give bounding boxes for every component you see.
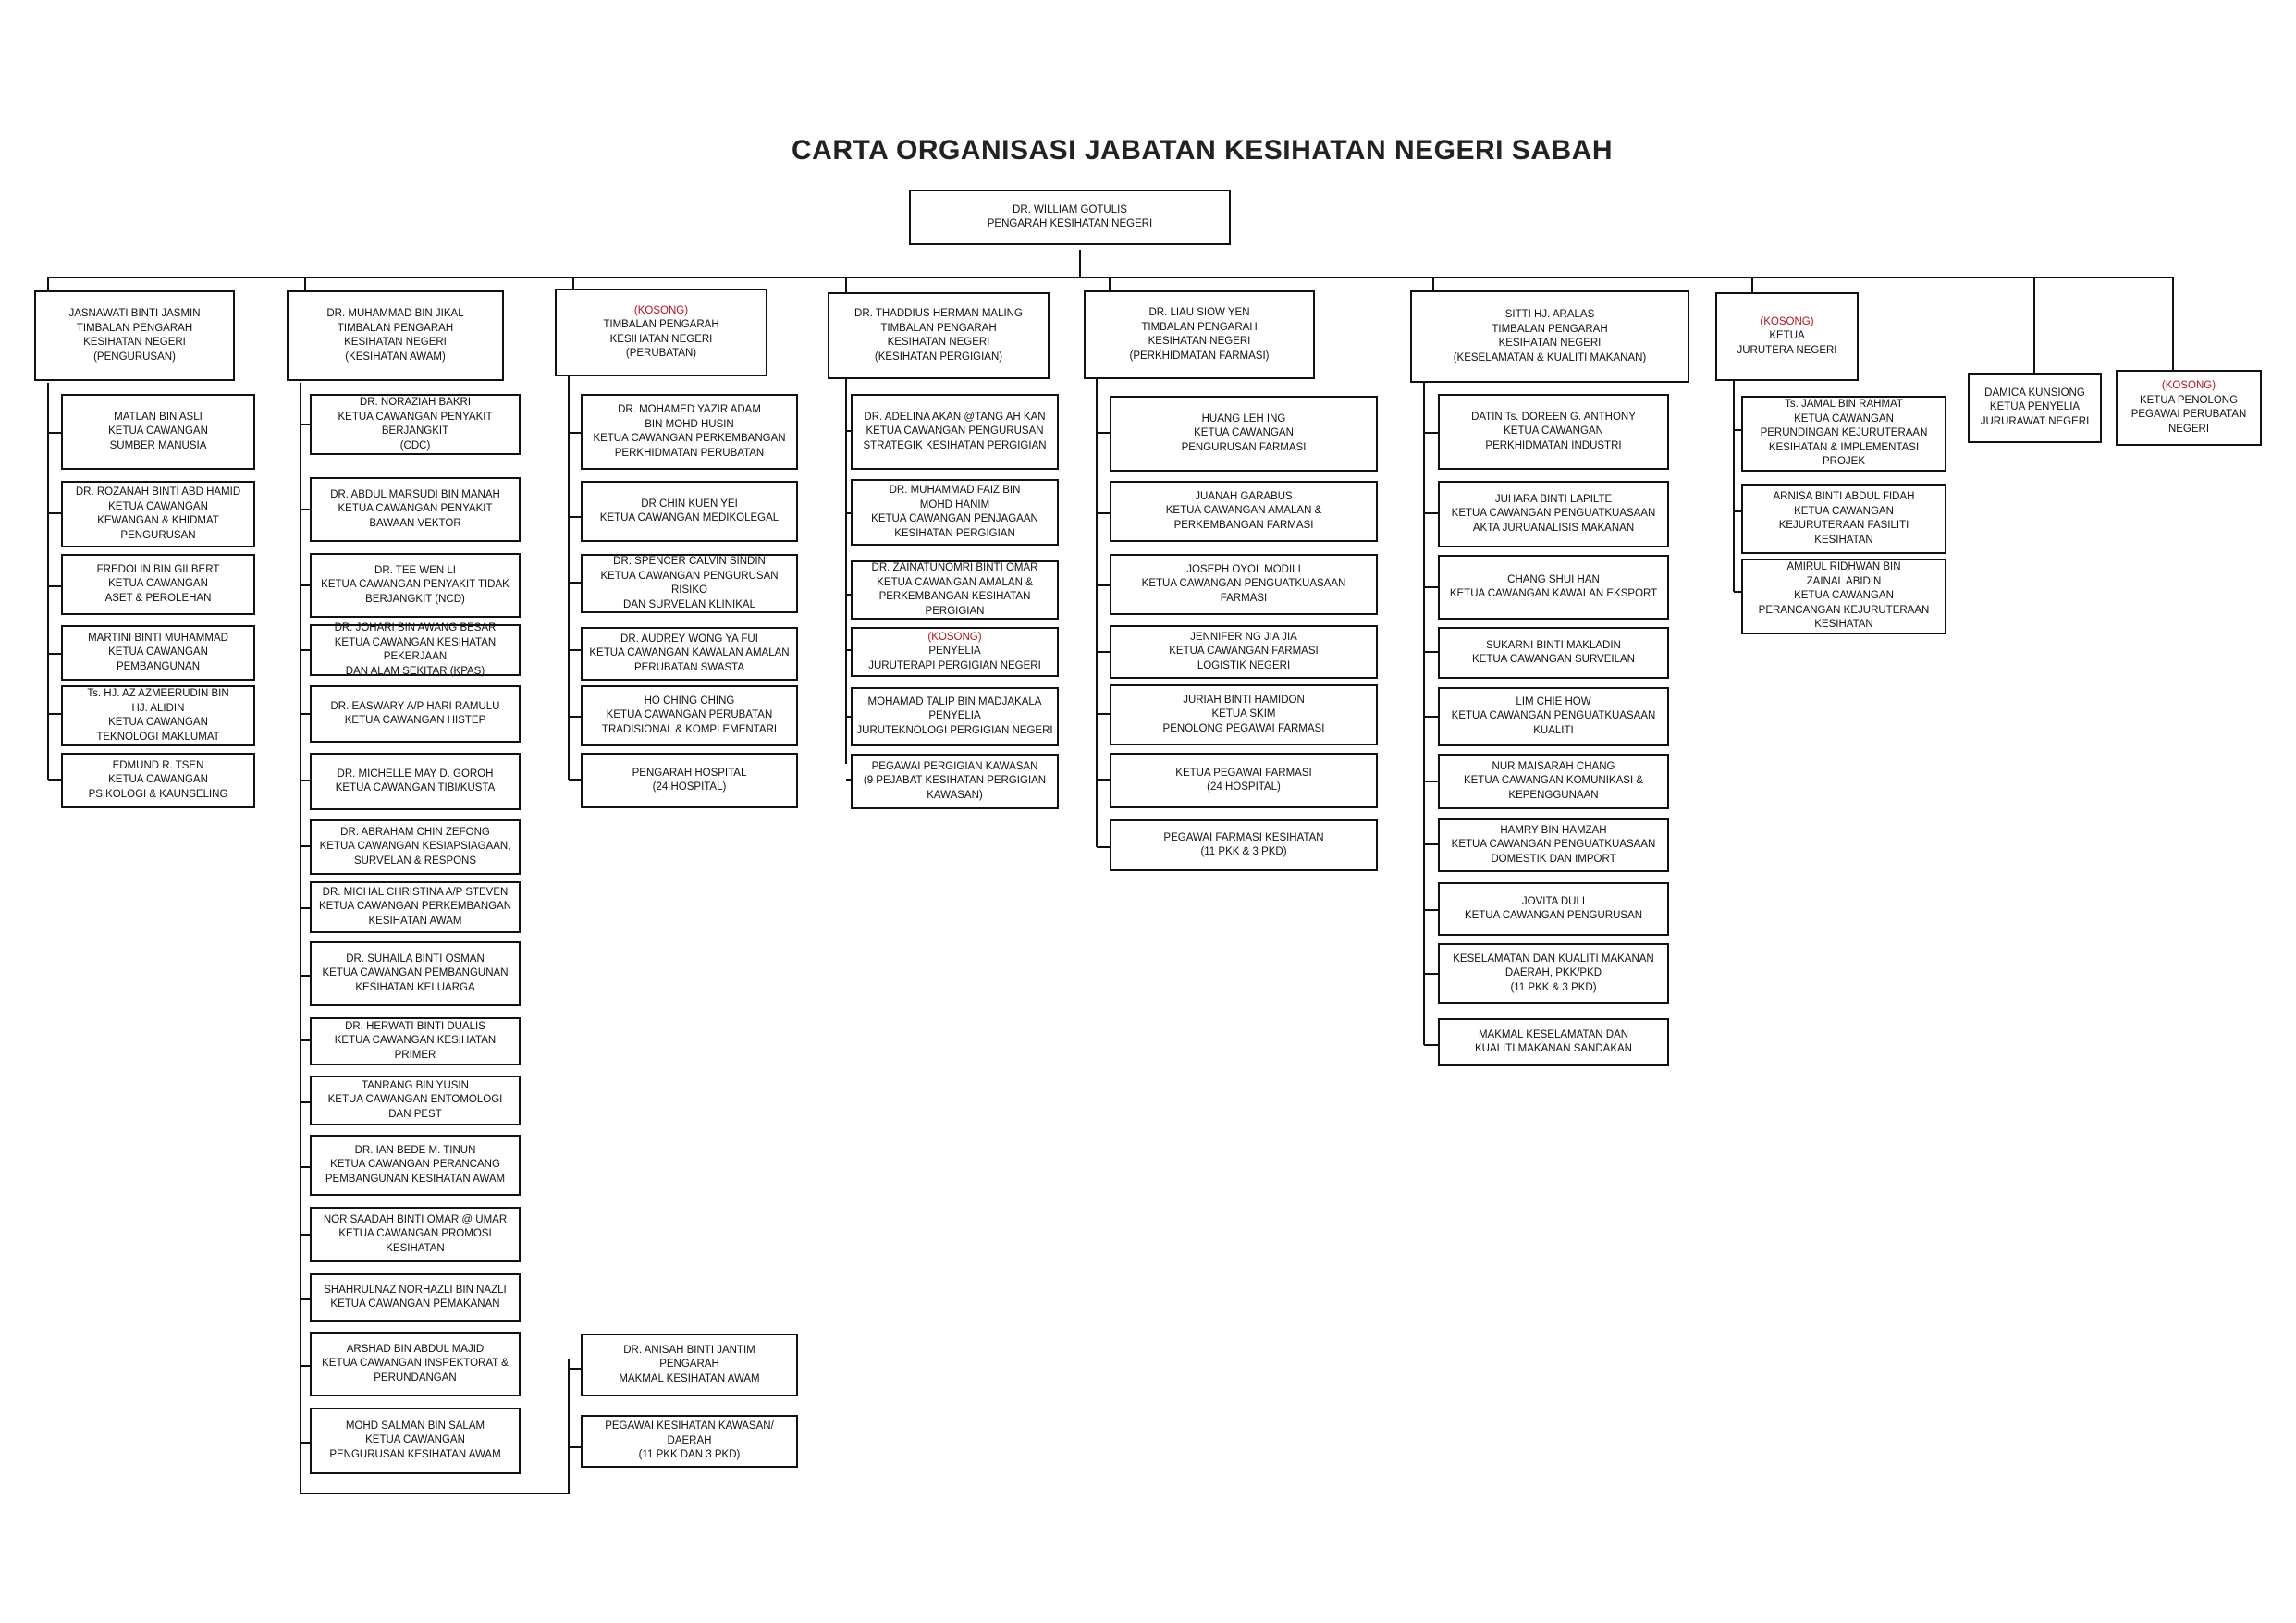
box-text-line: KETUA CAWANGAN xyxy=(108,425,208,437)
box-text-line: KETUA CAWANGAN KESIHATAN PRIMER xyxy=(334,1035,497,1061)
box-text-line: DATIN Ts. DOREEN G. ANTHONY xyxy=(1471,411,1636,423)
deputy-kesihatan-awam xyxy=(287,290,504,381)
box-text-line: (9 PEJABAT KESIHATAN PERGIGIAN xyxy=(863,775,1047,787)
branch-box xyxy=(310,624,521,676)
chart-title: CARTA ORGANISASI JABATAN KESIHATAN NEGERI SABAH xyxy=(792,135,1613,166)
box-text-line: PERUNDINGAN KEJURUTERAAN xyxy=(1760,427,1928,439)
box-text-line: JUANAH GARABUS xyxy=(1195,490,1293,502)
box-text-line: JUHARA BINTI LAPILTE xyxy=(1494,493,1613,505)
box-text-line: KESIHATAN NEGERI xyxy=(83,337,186,348)
box-text-line: DR. ADELINA AKAN @TANG AH KAN xyxy=(864,411,1046,423)
box-text-line: KETUA CAWANGAN SURVEILAN xyxy=(1472,654,1635,665)
branch-box xyxy=(310,553,521,618)
box-text-line: (PENGURUSAN) xyxy=(93,350,176,363)
box-text-line: TIMBALAN PENGARAH xyxy=(1141,321,1258,333)
box-text-line: JURIAH BINTI HAMIDON xyxy=(1183,694,1305,706)
box-text-line: NEGERI xyxy=(2167,423,2210,435)
box-text-line: PEGAWAI FARMASI KESIHATAN xyxy=(1163,831,1324,843)
box-text-line: KETUA CAWANGAN PENGUATKUASAAN KUALITI xyxy=(1451,710,1656,736)
branch-box xyxy=(1741,559,1946,634)
branch-box xyxy=(1110,625,1378,679)
branch-box xyxy=(1110,819,1378,871)
branch-box xyxy=(1438,394,1669,470)
box-text-line: DR. ROZANAH BINTI ABD HAMID xyxy=(75,486,241,498)
box-text-line: NOR SAADAH BINTI OMAR @ UMAR xyxy=(323,1213,508,1225)
box-text-line: KETUA CAWANGAN FARMASI xyxy=(1169,646,1319,658)
box-text-line: KETUA CAWANGAN PENGURUSAN RISIKO xyxy=(600,570,779,596)
box-text-line: LIM CHIE HOW xyxy=(1516,695,1591,707)
box-text-line: KESIHATAN NEGERI xyxy=(1148,336,1251,347)
box-text-line: PERKHIDMATAN INDUSTRI xyxy=(1485,439,1622,451)
box-text-line: AMIRUL RIDHWAN BIN xyxy=(1786,561,1901,573)
box-text-line: DR. MICHAL CHRISTINA A/P STEVEN xyxy=(322,886,509,898)
vacant-label: (KOSONG) xyxy=(633,304,689,316)
box-text-line: KETUA CAWANGAN ENTOMOLOGI xyxy=(327,1094,503,1106)
branch-box xyxy=(581,554,798,613)
box-text-line: PEMBANGUNAN xyxy=(116,660,201,672)
box-text-line: DR. SUHAILA BINTI OSMAN xyxy=(346,953,485,965)
box-text-line: KETUA CAWANGAN xyxy=(108,578,208,590)
branch-box xyxy=(1110,396,1378,472)
box-text-line: DR CHIN KUEN YEI xyxy=(641,498,738,510)
box-text-line: (11 PKK DAN 3 PKD) xyxy=(638,1449,741,1461)
box-text-line: DR. ABRAHAM CHIN ZEFONG xyxy=(340,826,490,838)
box-text-line: TIMBALAN PENGARAH xyxy=(337,322,454,334)
box-text-line: KESIHATAN xyxy=(1814,534,1873,546)
deputy-jurutera xyxy=(1715,292,1859,381)
box-text-line: KETUA PENOLONG xyxy=(2139,394,2239,406)
box-text-line: ARNISA BINTI ABDUL FIDAH xyxy=(1773,491,1915,502)
director-name: DR. WILLIAM GOTULIS xyxy=(1013,203,1127,215)
box-text-line: KETUA CAWANGAN xyxy=(108,717,208,728)
box-text-line: KETUA CAWANGAN PERKEMBANGAN xyxy=(593,433,786,444)
deputy-perubatan xyxy=(555,289,767,376)
box-text-line: PERKEMBANGAN KESIHATAN PERGIGIAN xyxy=(878,591,1031,617)
box-text-line: TANRANG BIN YUSIN xyxy=(362,1079,469,1091)
box-text-line: KETUA xyxy=(1769,330,1805,342)
box-text-line: KETUA CAWANGAN PENGUATKUASAAN xyxy=(1451,839,1656,851)
branch-box xyxy=(1438,627,1669,679)
box-text-line: DAN SURVELAN KLINIKAL xyxy=(623,598,755,610)
deputy-keselamatan-makanan xyxy=(1410,290,1689,383)
box-text-line: KETUA CAWANGAN KAWALAN EKSPORT xyxy=(1449,588,1658,599)
box-text-line: KESIHATAN NEGERI xyxy=(344,337,447,348)
box-text-line: HAMRY BIN HAMZAH xyxy=(1500,824,1607,836)
branch-box xyxy=(310,941,521,1006)
director-box xyxy=(909,190,1231,245)
branch-box xyxy=(1438,1018,1669,1066)
branch-box xyxy=(851,687,1059,746)
box-text-line: AKTA JURUANALISIS MAKANAN xyxy=(1472,522,1635,534)
box-text-line: (24 HOSPITAL) xyxy=(652,781,727,793)
branch-box xyxy=(851,754,1059,809)
box-text-line: KETUA CAWANGAN xyxy=(1194,427,1294,439)
branch-box xyxy=(581,753,798,808)
box-text-line: Ts. JAMAL BIN RAHMAT xyxy=(1785,399,1903,411)
box-text-line: DOMESTIK DAN IMPORT xyxy=(1491,853,1616,865)
box-text-line: PERUBATAN SWASTA xyxy=(633,661,745,673)
box-text-line: (KESIHATAN AWAM) xyxy=(345,350,446,363)
vacant-label: (KOSONG) xyxy=(2161,380,2216,391)
branch-box xyxy=(61,625,255,681)
director-title: PENGARAH KESIHATAN NEGERI xyxy=(987,218,1153,229)
box-text-line: Ts. HJ. AZ AZMEERUDIN BIN xyxy=(87,688,229,699)
box-text-line: KETUA CAWANGAN xyxy=(108,646,208,658)
branch-box xyxy=(1110,554,1378,615)
box-text-line: (11 PKK & 3 PKD) xyxy=(1510,981,1597,993)
box-text-line: KEWANGAN & KHIDMAT PENGURUSAN xyxy=(97,515,219,541)
vacant-label: (KOSONG) xyxy=(927,631,982,643)
box-text-line: MAKMAL KESIHATAN AWAM xyxy=(619,1372,760,1384)
box-text-line: BERJANGKIT (NCD) xyxy=(365,593,465,605)
box-text-line: DR. AUDREY WONG YA FUI xyxy=(620,633,758,645)
box-text-line: KETUA CAWANGAN xyxy=(108,774,208,786)
box-text-line: KETUA CAWANGAN KESIHATAN PEKERJAAN xyxy=(334,636,497,662)
box-text-line: KETUA CAWANGAN INSPEKTORAT & xyxy=(322,1358,509,1370)
box-text-line: KETUA CAWANGAN xyxy=(108,500,208,512)
branch-box xyxy=(310,1076,521,1125)
box-text-line: KESELAMATAN DAN KUALITI MAKANAN xyxy=(1453,953,1654,965)
branch-box xyxy=(61,481,255,547)
box-text-line: KETUA PEGAWAI FARMASI xyxy=(1175,767,1312,779)
box-text-line: KETUA CAWANGAN xyxy=(1504,425,1603,437)
box-text-line: HO CHING CHING xyxy=(644,695,735,707)
branch-box xyxy=(310,1207,521,1262)
box-text-line: PENGARAH HOSPITAL xyxy=(632,767,747,779)
box-text-line: (KESELAMATAN & KUALITI MAKANAN) xyxy=(1453,351,1647,363)
branch-box xyxy=(310,1273,521,1322)
box-text-line: TIMBALAN PENGARAH xyxy=(1492,323,1608,335)
box-text-line: KETUA CAWANGAN PERKEMBANGAN xyxy=(318,901,512,913)
branch-box xyxy=(581,627,798,681)
deputy-jururawat xyxy=(1968,373,2102,443)
box-text-line: PEGAWAI PERGIGIAN KAWASAN xyxy=(871,760,1038,772)
deputy-penolong-perubatan xyxy=(2116,370,2262,446)
box-text-line: PENGURUSAN KESIHATAN AWAM xyxy=(329,1448,501,1460)
branch-box xyxy=(851,627,1059,677)
branch-box xyxy=(310,1017,521,1065)
box-text-line: KESIHATAN NEGERI xyxy=(1498,338,1602,349)
box-text-line: KESIHATAN KELUARGA xyxy=(355,981,475,993)
box-text-line: PERKEMBANGAN FARMASI xyxy=(1173,519,1314,531)
deputy-pengurusan xyxy=(34,290,235,381)
box-text-line: KETUA CAWANGAN xyxy=(365,1434,465,1446)
box-text-line: DAN PEST xyxy=(388,1108,442,1120)
box-text-line: (PERKHIDMATAN FARMASI) xyxy=(1129,350,1270,362)
box-text-line: (11 PKK & 3 PKD) xyxy=(1200,846,1287,857)
box-text-line: PENGARAH xyxy=(659,1359,719,1371)
branch-box xyxy=(1110,753,1378,808)
box-text-line: JOSEPH OYOL MODILI xyxy=(1186,563,1301,575)
branch-box xyxy=(310,1135,521,1196)
branch-box xyxy=(851,479,1059,546)
box-text-line: DR. NORAZIAH BAKRI xyxy=(359,397,472,408)
box-text-line: DR. ANISAH BINTI JANTIM xyxy=(623,1344,755,1356)
branch-box xyxy=(1438,818,1669,872)
branch-box xyxy=(1741,396,1946,472)
box-text-line: KETUA CAWANGAN PENGURUSAN xyxy=(1464,910,1643,921)
box-text-line: KETUA CAWANGAN AMALAN & xyxy=(1165,505,1322,517)
branch-box xyxy=(310,819,521,875)
box-text-line: JASNAWATI BINTI JASMIN xyxy=(68,308,201,319)
box-text-line: KAWASAN) xyxy=(927,789,983,801)
box-text-line: TIMBALAN PENGARAH xyxy=(76,322,193,334)
box-text-line: DR. SPENCER CALVIN SINDIN xyxy=(613,556,766,567)
box-text-line: SUKARNI BINTI MAKLADIN xyxy=(1486,639,1621,651)
box-text-line: KETUA CAWANGAN PENYAKIT xyxy=(338,503,493,515)
vacant-label: (KOSONG) xyxy=(1760,315,1814,327)
box-text-line: JURURAWAT NEGERI xyxy=(1980,415,2090,427)
box-text-line: DR. MUHAMMAD FAIZ BIN xyxy=(889,485,1021,496)
box-text-line: KESIHATAN & IMPLEMENTASI PROJEK xyxy=(1768,441,1920,468)
box-text-line: MARTINI BINTI MUHAMMAD xyxy=(88,632,228,644)
box-text-line: KETUA CAWANGAN PENGUATKUASAAN xyxy=(1451,508,1656,520)
branch-box xyxy=(581,394,798,470)
box-text-line: KETUA SKIM xyxy=(1211,708,1276,720)
branch-box xyxy=(581,481,798,542)
branch-box xyxy=(1110,684,1378,745)
branch-box xyxy=(1110,481,1378,542)
box-text-line: MATLAN BIN ASLI xyxy=(114,411,203,423)
branch-box xyxy=(851,394,1059,470)
box-text-line: (PERUBATAN) xyxy=(625,348,697,359)
box-text-line: KETUA CAWANGAN PENYAKIT TIDAK xyxy=(321,579,510,591)
branch-box xyxy=(310,881,521,933)
box-text-line: PEGAWAI PERUBATAN xyxy=(2130,409,2247,420)
box-text-line: DR. ZAINATUNOMRI BINTI OMAR xyxy=(871,562,1038,573)
box-text-line: KETUA CAWANGAN PROMOSI KESIHATAN xyxy=(338,1228,492,1254)
box-text-line: PERUNDANGAN xyxy=(374,1371,457,1383)
branch-box xyxy=(1741,484,1946,554)
box-text-line: SURVELAN & RESPONS xyxy=(353,855,477,867)
box-text-line: KESIHATAN AWAM xyxy=(368,915,462,927)
box-text-line: KETUA CAWANGAN PENGURUSAN xyxy=(866,425,1044,437)
box-text-line: ASET & PEROLEHAN xyxy=(104,592,212,604)
branch-box xyxy=(61,394,255,470)
box-text-line: KETUA CAWANGAN KESIAPSIAGAAN, xyxy=(319,841,511,853)
branch-box xyxy=(310,394,521,455)
box-text-line: JENNIFER NG JIA JIA xyxy=(1190,631,1297,643)
box-text-line: DR. JOHARI BIN AWANG BESAR xyxy=(334,622,497,633)
box-text-line: BIN MOHD HUSIN xyxy=(645,418,734,430)
box-text-line: STRATEGIK KESIHATAN PERGIGIAN xyxy=(863,439,1047,451)
box-text-line: HUANG LEH ING xyxy=(1201,412,1286,424)
box-text-line: DR. TEE WEN LI xyxy=(374,564,456,576)
box-text-line: (KESIHATAN PERGIGIAN) xyxy=(874,350,1003,363)
box-text-line: PERKHIDMATAN PERUBATAN xyxy=(614,447,765,459)
box-text-line: PEMBANGUNAN KESIHATAN AWAM xyxy=(325,1173,506,1185)
box-text-line: KETUA CAWANGAN PEMBANGUNAN xyxy=(322,967,509,979)
branch-box xyxy=(851,560,1059,620)
box-text-line: PENGURUSAN FARMASI xyxy=(1181,441,1307,453)
box-text-line: PEGAWAI KESIHATAN KAWASAN/ DAERAH xyxy=(605,1420,774,1446)
branch-box xyxy=(61,554,255,615)
box-text-line: DR. ABDUL MARSUDI BIN MANAH xyxy=(330,488,500,500)
box-text-line: PENYELIA xyxy=(928,646,981,658)
deputy-farmasi xyxy=(1084,290,1315,379)
box-text-line: KETUA CAWANGAN KAWALAN AMALAN xyxy=(589,647,790,659)
branch-box xyxy=(310,1332,521,1396)
box-text-line: KETUA CAWANGAN xyxy=(1794,505,1894,517)
box-text-line: MOHAMAD TALIP BIN MADJAKALA xyxy=(867,695,1042,707)
box-text-line: PENYELIA xyxy=(928,710,981,722)
box-text-line: KETUA CAWANGAN AMALAN & xyxy=(877,576,1033,588)
box-text-line: MOHD SALMAN BIN SALAM xyxy=(345,1420,485,1432)
box-text-line: SHAHRULNAZ NORHAZLI BIN NAZLI xyxy=(324,1284,507,1296)
box-text-line: DR. LIAU SIOW YEN xyxy=(1148,307,1250,318)
box-text-line: KETUA CAWANGAN MEDIKOLEGAL xyxy=(599,512,780,523)
branch-box xyxy=(1438,687,1669,746)
box-text-line: DR. MOHAMED YAZIR ADAM xyxy=(618,404,761,415)
box-text-line: JURUTEKNOLOGI PERGIGIAN NEGERI xyxy=(856,724,1053,736)
box-text-line: LOGISTIK NEGERI xyxy=(1197,659,1291,671)
box-text-line: HJ. ALIDIN xyxy=(131,702,185,714)
box-text-line: DR. HERWATI BINTI DUALIS xyxy=(345,1020,485,1032)
box-text-line: KETUA CAWANGAN PENJAGAAN xyxy=(871,513,1038,524)
branch-box xyxy=(1438,754,1669,809)
box-text-line: DR. IAN BEDE M. TINUN xyxy=(354,1144,476,1156)
box-text-line: TIMBALAN PENGARAH xyxy=(880,322,997,334)
branch-box xyxy=(581,685,798,746)
deputy-pergigian xyxy=(828,292,1050,379)
branch-box xyxy=(1438,882,1669,936)
box-text-line: KETUA CAWANGAN xyxy=(1794,412,1894,424)
branch-box xyxy=(581,1415,798,1468)
branch-box xyxy=(61,685,255,746)
box-text-line: KEPENGGUNAAN xyxy=(1508,789,1599,801)
box-text-line: KETUA CAWANGAN PENYAKIT BERJANGKIT xyxy=(338,411,493,436)
box-text-line: (CDC) xyxy=(399,439,431,451)
box-text-line: PSIKOLOGI & KAUNSELING xyxy=(88,788,228,800)
box-text-line: (24 HOSPITAL) xyxy=(1207,781,1281,793)
box-text-line: FREDOLIN BIN GILBERT xyxy=(96,563,220,575)
box-text-line: KETUA CAWANGAN PERUBATAN xyxy=(606,709,773,721)
branch-box xyxy=(1438,481,1669,547)
box-text-line: ZAINAL ABIDIN xyxy=(1806,575,1882,587)
box-text-line: TIMBALAN PENGARAH xyxy=(603,319,719,330)
box-text-line: SUMBER MANUSIA xyxy=(109,439,207,451)
box-text-line: KEJURUTERAAN FASILITI xyxy=(1778,520,1909,531)
box-text-line: MAKMAL KESELAMATAN DAN xyxy=(1478,1028,1629,1040)
branch-box xyxy=(310,753,521,810)
branch-box xyxy=(310,685,521,743)
box-text-line: KETUA CAWANGAN KOMUNIKASI & xyxy=(1463,775,1644,787)
box-text-line: KETUA CAWANGAN HISTEP xyxy=(344,715,486,726)
box-text-line: KETUA CAWANGAN PEMAKANAN xyxy=(330,1298,500,1309)
box-text-line: KETUA CAWANGAN TIBI/KUSTA xyxy=(335,782,496,793)
box-text-line: KUALITI MAKANAN SANDAKAN xyxy=(1475,1043,1632,1054)
box-text-line: KESIHATAN xyxy=(1814,619,1873,631)
box-text-line: FARMASI xyxy=(1220,592,1268,604)
branch-box xyxy=(1438,555,1669,620)
branch-box xyxy=(310,1408,521,1474)
box-text-line: DR. MICHELLE MAY D. GOROH xyxy=(337,768,494,780)
box-text-line: KESIHATAN NEGERI xyxy=(609,333,713,345)
box-text-line: DAMICA KUNSIONG xyxy=(1984,387,2085,399)
box-text-line: BAWAAN VEKTOR xyxy=(369,517,461,529)
box-text-line: KETUA CAWANGAN PERANCANG xyxy=(330,1159,500,1171)
box-text-line: KETUA PENYELIA xyxy=(1989,401,2081,413)
box-text-line: KESIHATAN NEGERI xyxy=(887,337,990,348)
box-text-line: DR. MUHAMMAD BIN JIKAL xyxy=(326,308,464,319)
branch-box xyxy=(61,753,255,808)
box-text-line: JURUTERA NEGERI xyxy=(1737,344,1837,356)
box-text-line: CHANG SHUI HAN xyxy=(1507,573,1600,585)
box-text-line: DAERAH, PKK/PKD xyxy=(1504,967,1602,979)
box-text-line: MOHD HANIM xyxy=(919,498,990,510)
branch-box xyxy=(310,477,521,542)
branch-box xyxy=(1438,943,1669,1004)
branch-box xyxy=(581,1334,798,1396)
box-text-line: TRADISIONAL & KOMPLEMENTARI xyxy=(601,723,778,735)
box-text-line: ARSHAD BIN ABDUL MAJID xyxy=(346,1343,485,1355)
box-text-line: NUR MAISARAH CHANG xyxy=(1492,760,1615,772)
box-text-line: KESIHATAN PERGIGIAN xyxy=(894,527,1015,539)
box-text-line: PENOLONG PEGAWAI FARMASI xyxy=(1162,722,1325,734)
box-text-line: DAN ALAM SEKITAR (KPAS) xyxy=(345,665,485,677)
box-text-line: KETUA CAWANGAN xyxy=(1794,590,1894,602)
box-text-line: DR. EASWARY A/P HARI RAMULU xyxy=(330,700,500,712)
box-text-line: TEKNOLOGI MAKLUMAT xyxy=(96,731,220,743)
box-text-line: JURUTERAPI PERGIGIAN NEGERI xyxy=(868,659,1041,671)
box-text-line: EDMUND R. TSEN xyxy=(112,759,204,771)
box-text-line: SITTI HJ. ARALAS xyxy=(1504,309,1595,320)
box-text-line: DR. THADDIUS HERMAN MALING xyxy=(854,308,1023,319)
box-text-line: PERANCANGAN KEJURUTERAAN xyxy=(1758,604,1930,616)
box-text-line: KETUA CAWANGAN PENGUATKUASAAN xyxy=(1141,578,1346,590)
box-text-line: JOVITA DULI xyxy=(1521,895,1586,907)
